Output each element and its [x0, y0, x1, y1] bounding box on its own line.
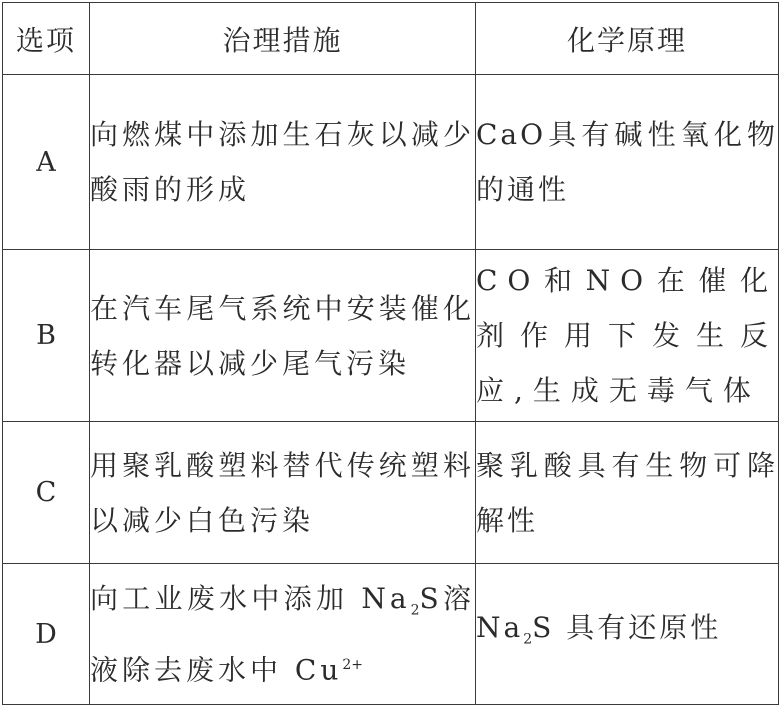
measure-cell: 向燃煤中添加生石灰以减少酸雨的形成 [90, 75, 476, 250]
measure-text-middle: S溶液除去废水中 Cu [90, 581, 475, 687]
principle-cell: CO和NO在催化剂作用下发生反应,生成无毒气体 [476, 250, 779, 422]
principle-cell: CaO具有碱性氧化物的通性 [476, 75, 779, 250]
table-row [3, 422, 779, 564]
table-header-row [3, 3, 779, 75]
table-row [3, 564, 779, 705]
subscript: 2 [410, 602, 420, 619]
option-label: A [3, 75, 90, 250]
option-label: B [3, 250, 90, 422]
table-row [3, 75, 779, 250]
header-measure: 治理措施 [90, 3, 476, 75]
measure-text-start: 向工业废水中添加 Na [90, 581, 411, 615]
superscript: 2+ [342, 657, 363, 674]
principle-cell [476, 564, 779, 705]
option-label: C [3, 422, 90, 564]
subscript: 2 [523, 631, 533, 648]
principle-cell: 聚乳酸具有生物可降解性 [476, 422, 779, 564]
header-option: 选项 [3, 3, 90, 75]
header-principle: 化学原理 [476, 3, 779, 75]
option-label: D [3, 564, 90, 705]
measure-cell [90, 564, 476, 705]
principle-text-start: Na [476, 611, 524, 645]
measure-cell: 在汽车尾气系统中安装催化转化器以减少尾气污染 [90, 250, 476, 422]
table-row [3, 250, 779, 422]
principle-text-end: S 具有还原性 [532, 611, 722, 645]
chemistry-table [2, 2, 779, 705]
measure-cell: 用聚乳酸塑料替代传统塑料以减少白色污染 [90, 422, 476, 564]
